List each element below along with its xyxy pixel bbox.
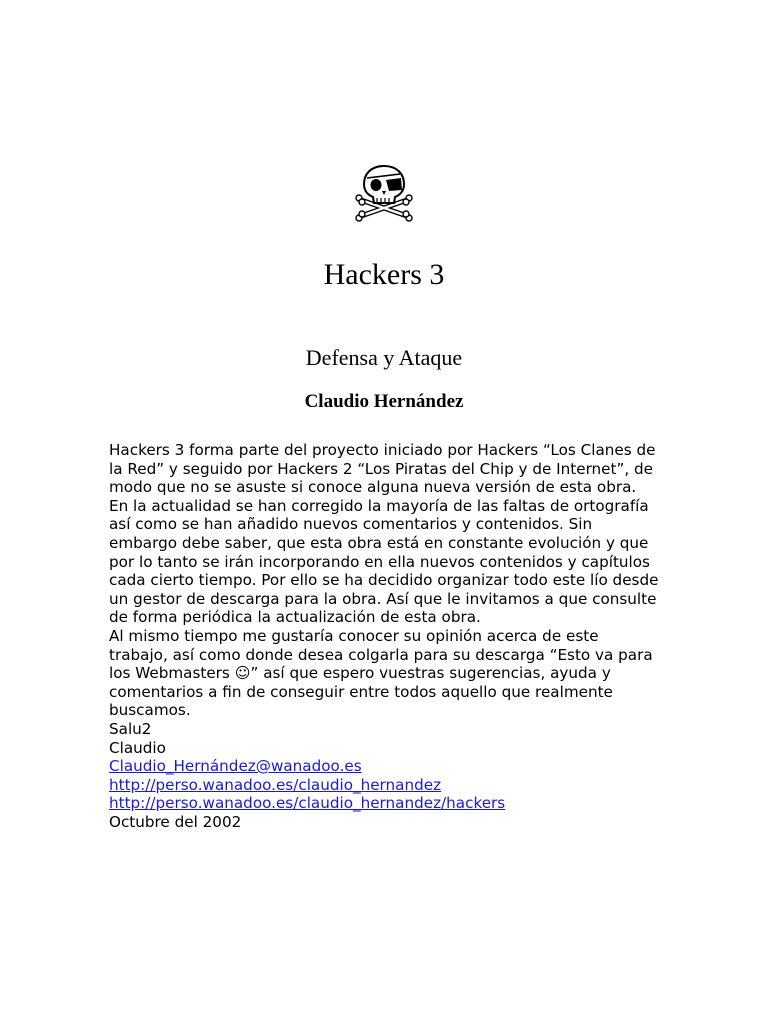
skull-crossbones-icon [353, 160, 415, 222]
site-link[interactable]: http://perso.wanadoo.es/claudio_hernandez [109, 775, 442, 794]
paragraph: En la actualidad se han corregido la mayoría de las faltas de ortografía así como se han añadido nuevos comentarios y contenidos. Sin embargo debe saber, que esta obra está en constante evolución y que por lo tanto se irán incorporando en ella nuevos contenidos y capítulos cada cierto tiempo. Por ello se ha decidido organizar todo este lío desde un gestor de descarga para la obra. Así que le invitamos a que consulte de forma periódica la actualización de esta obra. [109, 496, 659, 627]
document-subtitle: Defensa y Ataque [305, 345, 463, 370]
document-date: Octubre del 2002 [109, 812, 242, 831]
signature: Claudio [109, 738, 166, 757]
document-body [109, 441, 661, 831]
paragraph: Al mismo tiempo me gustaría conocer su opinión acerca de este trabajo, así como donde desea colgarla para su descarga “Esto va para los Webmasters ☺” así que espero vuestras sugerencias, ayuda y comentarios a fin de conseguir entre todos aquello que realmente buscamos. [109, 626, 653, 720]
email-link[interactable]: Claudio_Hernández@wanadoo.es [109, 757, 362, 776]
hackers-link[interactable]: http://perso.wanadoo.es/claudio_hernandez/hackers [109, 794, 506, 813]
document-title: Hackers 3 [323, 258, 445, 291]
paragraph: Hackers 3 forma parte del proyecto iniciado por Hackers “Los Clanes de la Red” y seguido por Hackers 2 “Los Piratas del Chip y de Internet”, de modo que no se asuste si conoce alguna nueva versión de esta obra. [109, 441, 656, 497]
signoff: Salu2 [109, 719, 152, 738]
document-author: Claudio Hernández [304, 391, 464, 412]
